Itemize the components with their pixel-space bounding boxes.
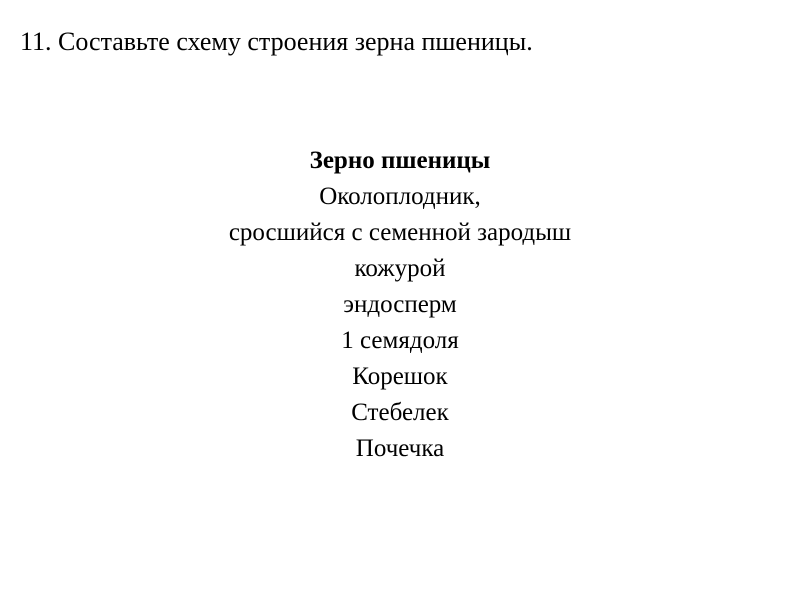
task-title: 11. Составьте схему строения зерна пшеницы. (20, 27, 533, 56)
scheme-line-root: Корешок (352, 363, 448, 390)
scheme-line-fused-embryo: сросшийся с семенной зародыш (228, 219, 572, 246)
scheme-line-bud: Почечка (355, 435, 445, 462)
scheme-heading: Зерно пшеницы (309, 147, 491, 174)
wheat-grain-scheme (0, 143, 800, 467)
scheme-line-stem: Стебелек (351, 399, 449, 426)
scheme-line-seed-coat: кожурой (354, 255, 446, 282)
scheme-line-pericarp: Околоплодник, (319, 183, 481, 210)
scheme-line-cotyledon: 1 семядоля (341, 327, 459, 354)
scheme-line-endosperm: эндосперм (343, 291, 457, 318)
